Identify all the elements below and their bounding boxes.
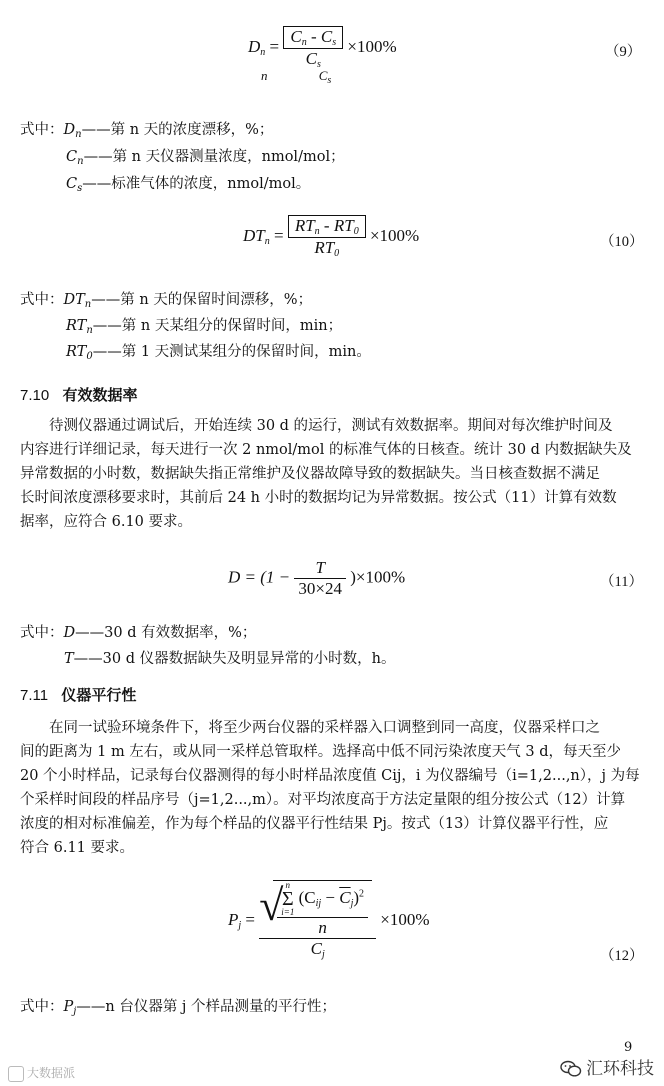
defs11-sym-1: D	[63, 625, 76, 641]
eq12-times: ×100%	[380, 910, 430, 929]
defs9-line-2	[66, 147, 345, 172]
eq10-times: ×100%	[369, 225, 420, 245]
eq12-radical: √	[259, 881, 284, 930]
eq11-num: T	[315, 558, 325, 577]
defs9-sym-3: C	[66, 176, 78, 192]
defs10-sub-2: n	[86, 325, 93, 336]
section-heading-7-10	[20, 384, 137, 405]
eq9-den: C	[305, 49, 317, 68]
eq10-lhs-sub: n	[264, 235, 270, 247]
eq9-minus: -	[310, 27, 317, 46]
defs10-prefix: 式中：	[20, 292, 64, 308]
eq12-inner-fraction	[277, 881, 368, 938]
defs11-line-1	[20, 623, 256, 643]
eq9-stray-c: C	[318, 68, 328, 83]
eq12-cbar2-sub: j	[321, 949, 325, 960]
para710-line-3: 异常数据的小时数，数据缺失指正常维护及仪器故障导致的数据缺失。当日核查数据不满足	[20, 466, 600, 482]
eq12-cbar2: $\overline{C}$	[310, 939, 322, 958]
eq12-den-n: n	[277, 917, 368, 938]
eq12-number: （12）	[600, 948, 644, 964]
eq11-den: 30×24	[294, 578, 346, 599]
eq10-num-a: RT	[294, 216, 315, 235]
paragraph-7-11	[20, 716, 640, 860]
defs9-sym-2: C	[66, 149, 78, 165]
defs10-sym-2: RT	[66, 318, 87, 334]
wechat-icon	[560, 1060, 582, 1078]
eq11-fraction	[294, 558, 346, 599]
para711-line-2: 间的距离为 1 m 左右，或从同一采样总管取样。选择高中低不同污染浓度天气 3 d，每天至少	[20, 744, 622, 760]
eq12-lhs: P	[228, 909, 239, 929]
section-title-7-10: 有效数据率	[62, 386, 138, 404]
defs11-text-2: ——30 d 仪器数据缺失及明显异常的小时数，h。	[73, 651, 396, 667]
defs9-sub-3: s	[77, 183, 83, 194]
eq12-inner-sub: ij	[315, 897, 322, 909]
defs9-sub-2: n	[77, 156, 84, 167]
defs10-text-2: ——第 n 天某组分的保留时间，min；	[92, 318, 343, 334]
defs10-text-3: ——第 1 天测试某组分的保留时间，min。	[92, 344, 371, 360]
section-title-7-11: 仪器平行性	[61, 686, 137, 704]
brand-right	[560, 1054, 654, 1079]
eq9-lhs-sub: n	[260, 46, 266, 58]
defs9-line-3	[66, 174, 310, 199]
equation-10: $DT_n$ = $\frac{RT_n - RT_0}{RT_0}$ ×100%	[243, 216, 420, 259]
section-heading-7-11	[20, 684, 136, 705]
defs12-prefix: 式中：	[20, 999, 64, 1015]
para710-line-2: 内容进行详细记录，每天进行一次 2 nmol/mol 的标准气体的日核查。统计 30 d 内数据缺失及	[20, 442, 632, 458]
defs10-sym-1: DT	[63, 292, 85, 308]
eq9-stray-n: n	[261, 68, 268, 83]
eq10-num-b: RT	[333, 216, 354, 235]
eq9-times: ×100%	[347, 36, 397, 56]
eq10-num-b-sub: 0	[353, 226, 359, 237]
defs12-line-1	[20, 997, 336, 1022]
eq12-sum-top: n	[285, 880, 291, 890]
brand-text: 汇环科技	[586, 1059, 654, 1079]
defs10-line-1	[20, 290, 312, 315]
defs12-sub-1: j	[73, 1006, 77, 1017]
paragraph-7-10	[20, 414, 632, 534]
eq12-lhs-sub: j	[238, 919, 242, 931]
eq9-num-a: C	[290, 27, 302, 46]
para711-line-1: 在同一试验环境条件下，将至少两台仪器的采样器入口调整到同一高度，仪器采样口之	[49, 720, 600, 736]
defs10-text-1: ——第 n 天的保留时间漂移，%；	[91, 292, 313, 308]
eq10-fraction	[288, 215, 366, 259]
defs10-line-3	[66, 342, 371, 367]
watermark-logo-icon	[8, 1066, 24, 1082]
eq11-lhs: D = (1 −	[228, 567, 291, 587]
defs9-text-1: ——第 n 天的浓度漂移，%；	[81, 122, 274, 138]
eq10-lhs: DT	[243, 225, 265, 245]
eq11-number: （11）	[600, 574, 643, 590]
eq10-num-a-sub: n	[314, 226, 320, 237]
para711-line-4: 个采样时间段的样品序号（j=1,2...,m）。对平均浓度高于方法定量限的组分按公式（12）计算	[20, 792, 626, 808]
equation-12: $P_j$ = √ n Σ i=1 $(C_{ij} - \overline{C}_j)^2$ n $\overline{C}_j$ ×100%	[228, 880, 430, 960]
eq12-inner-open: (C	[298, 887, 316, 907]
eq12-sum-bottom: i=1	[281, 907, 295, 917]
defs9-text-2: ——第 n 天仪器测量浓度，nmol/mol；	[83, 149, 345, 165]
eq9-number: （9）	[605, 44, 642, 60]
para711-line-5: 浓度的相对标准偏差，作为每个样品的仪器平行性结果 Pj。按式（13）计算仪器平行性，应	[20, 816, 609, 832]
eq12-inner-close: )	[353, 887, 360, 907]
eq11-tail: )×100%	[350, 567, 406, 587]
eq9-stray	[261, 68, 331, 86]
eq9-num-a-sub: n	[301, 37, 307, 48]
eq9-den-sub: s	[316, 59, 321, 70]
defs10-sub-1: n	[84, 299, 92, 310]
eq12-fraction	[259, 880, 376, 960]
defs11-sym-2: T	[64, 651, 74, 667]
section-number-7-11: 7.11	[20, 687, 49, 704]
eq12-cbar-sub: j	[350, 897, 354, 909]
defs9-text-3: ——标准气体的浓度，nmol/mol。	[82, 176, 311, 192]
para710-line-5: 据率，应符合 6.10 要求。	[20, 514, 193, 530]
eq12-cbar: $\overline{C}$	[339, 887, 351, 907]
para710-line-1: 待测仪器通过调试后，开始连续 30 d 的运行，测试有效数据率。期间对每次维护时间及	[49, 418, 613, 434]
equation-9: $D_n$ = $\frac{C_n - C_s}{C_s}$ ×100%	[248, 27, 397, 70]
eq12-power: 2	[359, 888, 365, 900]
para711-line-3: 20 个小时样品，记录每台仪器测得的每小时样品浓度值 Cij，i 为仪器编号（i=1,2...,n），j 为每	[20, 768, 640, 784]
defs10-sub-3: 0	[86, 351, 93, 362]
eq10-den: RT	[314, 238, 335, 257]
eq10-number: （10）	[600, 234, 644, 250]
eq9-stray-sub: s	[327, 75, 332, 86]
eq9-fraction	[283, 26, 343, 70]
defs11-prefix: 式中：	[20, 625, 64, 641]
eq12-inner-minus: −	[321, 887, 340, 907]
para711-line-6: 符合 6.11 要求。	[20, 840, 135, 856]
section-number-7-10: 7.10	[20, 387, 50, 404]
page-number: 9	[624, 1040, 633, 1055]
defs9-sym-1: D	[63, 122, 76, 138]
defs9-sub-1: n	[75, 129, 82, 140]
defs12-text-1: ——n 台仪器第 j 个样品测量的平行性；	[76, 999, 337, 1015]
eq9-lhs: D	[248, 36, 261, 56]
equation-11	[228, 558, 405, 599]
eq12-sigma: Σ	[281, 888, 294, 910]
defs9-prefix: 式中：	[20, 122, 64, 138]
defs12-sym-1: P	[63, 999, 74, 1015]
watermark-text: 大数据派	[27, 1066, 76, 1080]
eq10-den-sub: 0	[334, 248, 340, 259]
defs11-line-2	[64, 649, 395, 669]
defs11-text-1: ——30 d 有效数据率，%；	[75, 625, 257, 641]
watermark-left	[8, 1064, 75, 1082]
defs10-line-2	[66, 316, 342, 341]
defs9-line-1	[20, 120, 273, 145]
para710-line-4: 长时间浓度漂移要求时，其前后 24 h 小时的数据均记为异常数据。按公式（11）计算有效数	[20, 490, 617, 506]
eq10-minus: -	[323, 216, 330, 235]
eq9-num-b-sub: s	[332, 37, 337, 48]
defs10-sym-3: RT	[66, 344, 87, 360]
eq9-num-b: C	[320, 27, 333, 46]
